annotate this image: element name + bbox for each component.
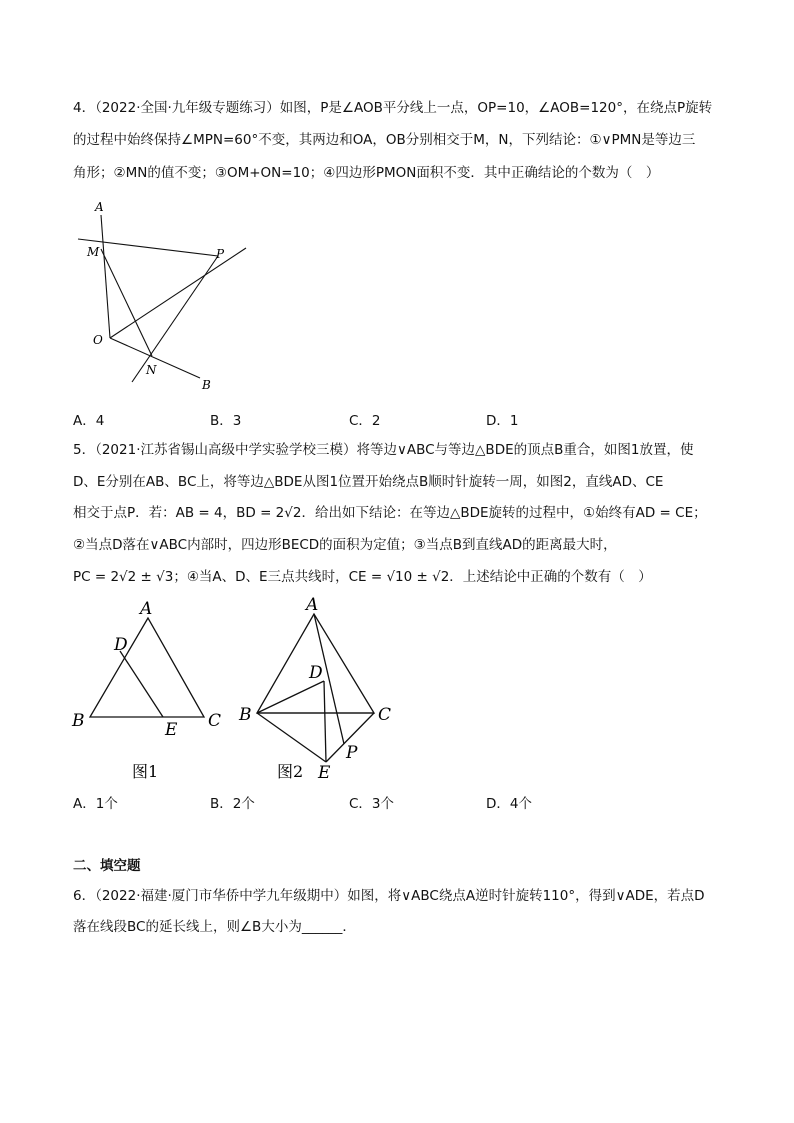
q4-option-b: B．3 (210, 413, 242, 429)
fig2-label-c: C (378, 705, 392, 725)
segment-bd (257, 681, 324, 713)
fig2-label-b: B (239, 705, 252, 725)
segment-de (324, 681, 326, 762)
q5-option-a: A．1个 (73, 796, 118, 812)
segment-be (257, 713, 326, 762)
fig1-label-a: A (140, 599, 153, 619)
fig1-label-c: C (208, 711, 222, 731)
q5-line-3: 相交于点P．若：AB = 4，BD = 2√2．给出如下结论：在等边△BDE旋转的过程中，①始终有AD = CE； (73, 505, 707, 521)
q4-option-a: A．4 (73, 413, 105, 429)
q5-line-5: PC = 2√2 ± √3；④当A、D、E三点共线时，CE = √10 ± √2．上述结论中正确的个数有（ ） (73, 569, 652, 585)
label-b: B (202, 378, 211, 392)
q4-option-d: D．1 (486, 413, 519, 429)
q4-option-c: C．2 (349, 413, 381, 429)
q5-line-4: ②当点D落在∨ABC内部时，四边形BECD的面积为定值；③当点B到直线AD的距离最大时， (73, 537, 617, 553)
q6-line-1: 6．（2022·福建·厦门市华侨中学九年级期中）如图，将∨ABC绕点A逆时针旋转110°，得到∨ADE，若点D (73, 888, 705, 904)
label-n: N (146, 363, 157, 377)
fig1-caption: 图1 (132, 762, 159, 781)
label-o: O (93, 333, 103, 347)
q5-option-b: B．2个 (210, 796, 255, 812)
q4-line-2: 的过程中始终保持∠MPN=60°不变，其两边和OA，OB分别相交于M，N，下列结论：①∨PMN是等边三 (73, 132, 696, 148)
q6-line-2: 落在线段BC的延长线上，则∠B大小为______． (73, 919, 356, 935)
section-title-fill-in: 二、填空题 (73, 858, 141, 874)
label-a: A (95, 200, 104, 214)
label-m: M (87, 245, 100, 259)
q4-line-1: 4．（2022·全国·九年级专题练习）如图，P是∠AOB平分线上一点，OP=10，∠AOB=120°，在绕点P旋转 (73, 100, 713, 116)
q5-option-c: C．3个 (349, 796, 395, 812)
q5-line-2: D、E分别在AB、BC上，将等边△BDE从图1位置开始绕点B顺时针旋转一周，如图2，直线AD、CE (73, 474, 664, 490)
fig2-label-d: D (309, 663, 323, 683)
fig2-caption: 图2 (277, 762, 304, 781)
fig2-label-e: E (318, 763, 331, 783)
fig1-label-b: B (72, 711, 85, 731)
fig2-label-a: A (306, 595, 319, 615)
label-p: P (216, 247, 225, 261)
fig1-label-e: E (165, 720, 178, 740)
q4-line-3: 角形；②MN的值不变；③OM+ON=10；④四边形PMON面积不变．其中正确结论的个数为（ ） (73, 165, 660, 181)
q5-option-d: D．4个 (486, 796, 532, 812)
q5-line-1: 5．（2021·江苏省锡山高级中学实验学校三模）将等边∨ABC与等边△BDE的顶点B重合，如图1放置，使 (73, 442, 694, 458)
fig2-label-p: P (346, 743, 358, 763)
fig1-label-d: D (114, 635, 128, 655)
